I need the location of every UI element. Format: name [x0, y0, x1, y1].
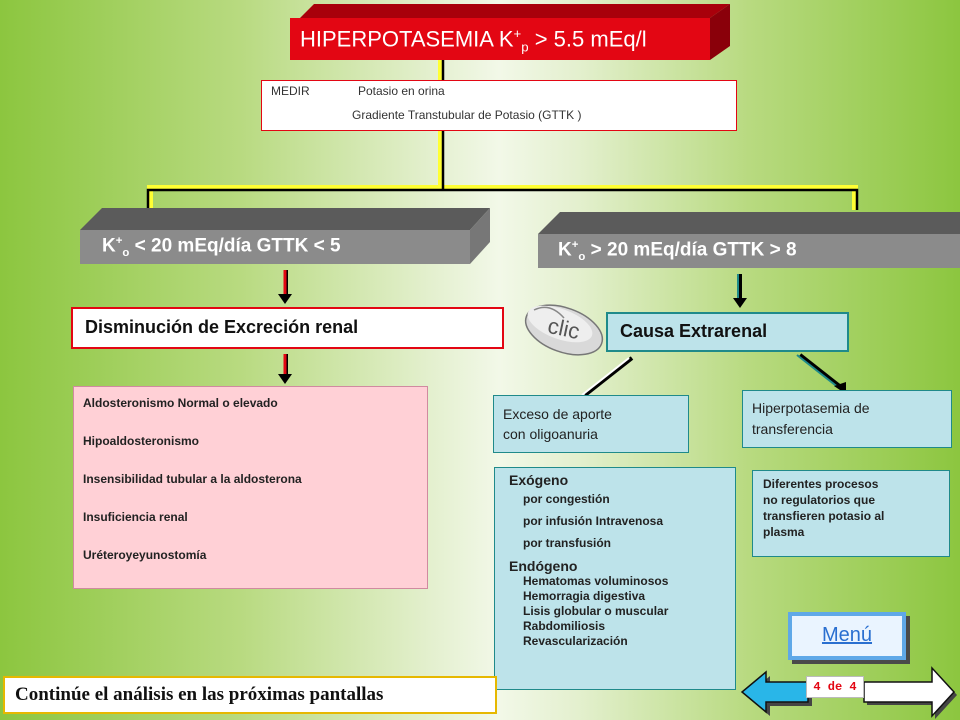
list-item: por infusión Intravenosa: [523, 514, 664, 528]
exceso-line-1: Exceso de aporte: [503, 406, 612, 422]
left-branch-box: $K^+_o < 20$ mEq/día GTTK < 5: [80, 230, 470, 264]
list-item: Aldosteronismo Normal o elevado: [83, 396, 278, 410]
arrow-left-2: [278, 354, 292, 384]
measure-line-2: Gradiente Transtubular de Potasio (GTTK ): [352, 108, 582, 122]
list-item: Revascularización: [523, 634, 628, 648]
list-item: Insensibilidad tubular a la aldosterona: [83, 472, 302, 486]
mouse-clic-icon[interactable]: [520, 298, 610, 358]
hiperpotasemia-transferencia-box: [742, 390, 952, 448]
left-causes-list: [73, 386, 428, 589]
prev-arrow-icon[interactable]: [742, 672, 812, 716]
dif-line: plasma: [763, 525, 805, 539]
endogeno-title: Endógeno: [509, 558, 578, 574]
disminucion-box: Disminución de Excreción renal: [71, 307, 504, 349]
left-branch-top-face: [80, 208, 490, 230]
exceso-line-2: con oligoanuria: [503, 426, 598, 442]
exogeno-title: Exógeno: [509, 472, 569, 488]
dif-line: no regulatorios que: [763, 493, 876, 507]
list-item: Hipoaldosteronismo: [83, 434, 200, 448]
title-bar-top-face: [300, 4, 730, 18]
list-item: Uréteroyeyunostomía: [83, 548, 207, 562]
hiper-line-1: Hiperpotasemia de: [752, 400, 870, 416]
exceso-aporte-box: [493, 395, 689, 453]
dif-line: transfieren potasio al: [763, 509, 885, 523]
list-item: Hematomas voluminosos: [523, 574, 669, 588]
list-item: Rabdomiliosis: [523, 619, 606, 633]
dif-line: Diferentes procesos: [763, 477, 879, 491]
right-branch-box: $K^+_o > 20$ mEq/día GTTK > 8: [538, 234, 960, 268]
list-item: Insuficiencia renal: [83, 510, 188, 524]
right-branch-top-face: [538, 212, 960, 234]
diferentes-procesos-box: [752, 470, 950, 557]
measure-line-1: Potasio en orina: [358, 84, 445, 98]
page-title: HIPERPOTASEMIA $K^+_p > 5.5$ mEq/l: [290, 18, 710, 60]
arrow-left-1: [278, 270, 292, 304]
hiper-line-2: transferencia: [752, 421, 833, 437]
measure-label: MEDIR: [271, 84, 310, 98]
menu-button[interactable]: Menú: [788, 612, 906, 660]
measure-box: [261, 80, 737, 131]
next-arrow-icon[interactable]: [864, 668, 957, 719]
list-item: por transfusión: [523, 536, 612, 550]
page-indicator: 4 de 4: [806, 676, 864, 698]
clic-label: clic: [545, 312, 582, 344]
footer-note: Continúe el análisis en las próximas pantallas: [3, 676, 497, 714]
list-item: Hemorragia digestiva: [523, 589, 646, 603]
list-item: por congestión: [523, 492, 610, 506]
arrow-right-1: [733, 274, 747, 308]
list-item: Lisis globular o muscular: [523, 604, 669, 618]
causa-extrarenal-box: Causa Extrarenal: [606, 312, 849, 352]
exogeno-endogeno-box: [494, 467, 736, 690]
